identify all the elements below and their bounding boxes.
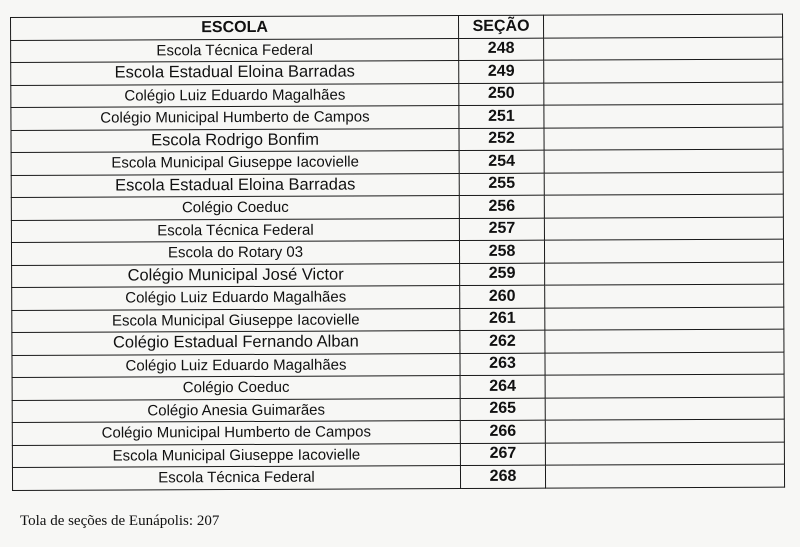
section-number: 257 [459,218,544,241]
school-name: Colégio Estadual Fernando Alban [12,331,460,355]
section-number: 254 [459,150,544,173]
table-row [12,442,784,468]
school-name: Colégio Coeduc [11,196,459,220]
schools-table [10,14,785,491]
section-number: 256 [459,195,544,218]
school-name: Escola Municipal Giuseppe Iacovielle [11,151,459,175]
empty-cell [545,442,784,466]
school-name: Escola Municipal Giuseppe Iacovielle [12,308,460,332]
table-row [12,374,784,400]
school-name: Escola Técnica Federal [11,218,459,242]
section-number: 248 [459,38,544,61]
school-name: Colégio Luiz Eduardo Magalhães [12,286,460,310]
section-number: 258 [459,240,544,263]
table-row [11,194,783,220]
table-row [12,284,784,310]
school-name: Escola do Rotary 03 [11,241,459,265]
school-name: Colégio Coeduc [12,376,460,400]
empty-cell [545,262,784,286]
empty-cell [545,397,784,421]
school-name: Colégio Anesia Guimarães [12,398,460,422]
empty-cell [544,37,783,61]
section-number: 260 [460,285,545,308]
section-column-header: SEÇÃO [458,15,543,38]
empty-cell [545,352,784,376]
table-row [12,419,784,445]
header-row [11,14,783,40]
section-number: 255 [459,173,544,196]
table-row [12,397,784,423]
empty-cell [544,217,783,241]
school-name: Escola Estadual Eloina Barradas [11,173,459,197]
school-column-header: ESCOLA [11,16,459,40]
table-row [11,104,783,130]
table-row [11,59,783,85]
table-row [12,307,784,333]
empty-cell [544,82,783,106]
section-number: 252 [459,128,544,151]
section-number: 261 [460,308,545,331]
empty-cell [545,329,784,353]
section-number: 251 [459,105,544,128]
table-row [11,127,783,153]
empty-cell [544,59,783,83]
table-row [12,352,784,378]
school-name: Colégio Municipal José Victor [12,263,460,287]
empty-cell [544,149,783,173]
empty-cell [545,464,784,488]
school-name: Escola Rodrigo Bonfim [11,128,459,152]
school-name: Escola Técnica Federal [12,466,460,490]
empty-cell [545,374,784,398]
empty-cell [544,104,783,128]
section-number: 249 [459,60,544,83]
table-row [11,217,783,243]
total-sections-note: Tola de seções de Eunápolis: 207 [20,513,220,529]
table-row [11,172,783,198]
section-number: 266 [460,420,545,443]
section-number: 268 [460,465,545,488]
table-row [11,82,783,108]
table-row [11,149,783,175]
section-number: 262 [460,330,545,353]
school-name: Colégio Luiz Eduardo Magalhães [11,83,459,107]
school-name: Escola Municipal Giuseppe Iacovielle [12,443,460,467]
empty-cell [544,172,783,196]
school-name: Colégio Municipal Humberto de Campos [12,421,460,445]
empty-cell [545,419,784,443]
empty-cell [544,239,783,263]
school-name: Escola Técnica Federal [11,38,459,62]
section-number: 263 [460,353,545,376]
empty-cell [545,284,784,308]
extra-column-header [543,14,782,38]
school-name: Escola Estadual Eloina Barradas [11,61,459,85]
empty-cell [544,194,783,218]
section-number: 259 [460,263,545,286]
section-number: 250 [459,83,544,106]
empty-cell [545,307,784,331]
table-row [12,262,784,288]
section-number: 265 [460,398,545,421]
section-number: 264 [460,375,545,398]
school-name: Colégio Luiz Eduardo Magalhães [12,353,460,377]
empty-cell [544,127,783,151]
section-number: 267 [460,443,545,466]
table-row [11,239,783,265]
school-name: Colégio Municipal Humberto de Campos [11,106,459,130]
table-row [12,329,784,355]
table-row [12,464,784,490]
table-row [11,37,783,63]
